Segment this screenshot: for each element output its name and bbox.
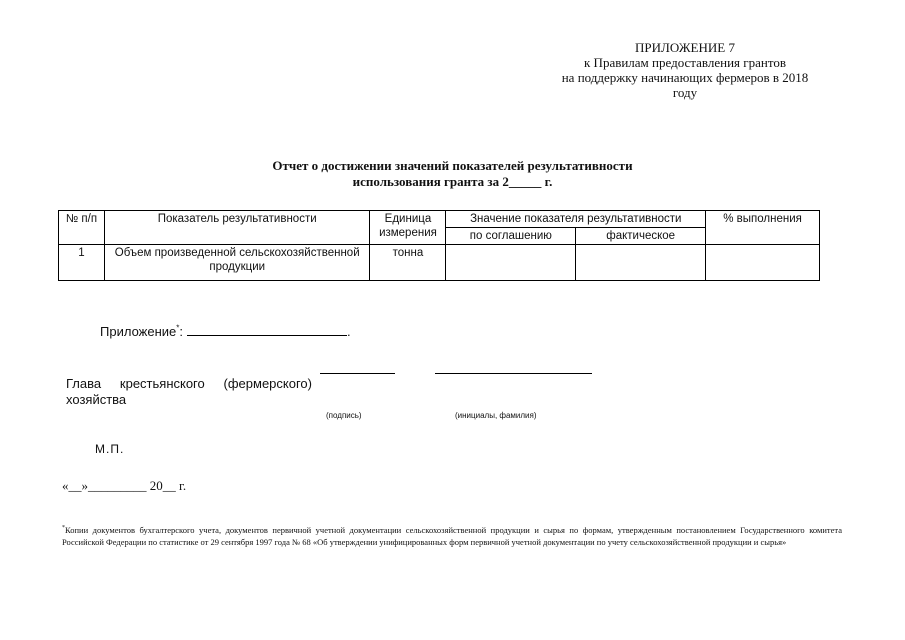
footnote-mark: * (62, 525, 65, 531)
cell-indicator: Объем произведенной сельскохозяйственной продукции (104, 245, 370, 281)
report-title-line: использования гранта за 2_____ г. (352, 174, 553, 189)
header-value: Значение показателя результативности (446, 211, 706, 228)
cell-unit: тонна (370, 245, 446, 281)
appendix-block (520, 40, 850, 100)
name-caption: (инициалы, фамилия) (455, 411, 537, 420)
header-num: № п/п (59, 211, 105, 245)
table-row (59, 245, 820, 281)
attachment-line: Приложение*: . (100, 323, 351, 339)
cell-actual[interactable] (576, 245, 706, 281)
name-blank[interactable] (435, 373, 592, 374)
report-title (200, 158, 705, 190)
header-unit: Единица измерения (370, 211, 446, 245)
appendix-number: ПРИЛОЖЕНИЕ 7 (635, 40, 735, 55)
header-indicator: Показатель результативности (104, 211, 370, 245)
header-agreement: по соглашению (446, 228, 576, 245)
signature-blank[interactable] (320, 373, 395, 374)
cell-percent[interactable] (706, 245, 820, 281)
head-of-farm-label: Глава крестьянского (фермерского) хозяйства (66, 376, 312, 407)
signature-caption: (подпись) (326, 411, 362, 420)
attachment-footnote-mark: * (176, 323, 180, 333)
attachment-blank[interactable] (187, 323, 347, 336)
header-actual: фактическое (576, 228, 706, 245)
indicators-table (58, 210, 820, 281)
stamp-place: М.П. (95, 442, 125, 456)
appendix-line: году (672, 85, 698, 100)
attachment-suffix: . (347, 324, 351, 339)
attachment-label: Приложение (100, 324, 177, 339)
appendix-line: к Правилам предоставления грантов (583, 55, 786, 70)
cell-agreement[interactable] (446, 245, 576, 281)
header-percent: % выполнения (706, 211, 820, 245)
appendix-line: на поддержку начинающих фермеров в 2018 (561, 70, 809, 85)
table-header-row (59, 211, 820, 228)
report-title-line: Отчет о достижении значений показателей результативности (272, 158, 633, 173)
footnote-text: Копии документов бухгалтерского учета, документов первичной учетной документации сельскохозяйственной продукции и сырья по формам, утвержденным постановлением Государственного комитета Российской Федерации по статистике от 29 сентября 1997 года № 68 «Об утверждении унифицированных форм первичной учетной документации по учету сельскохозяйственной продукции и сырья» (62, 524, 842, 547)
date-line[interactable]: «__»_________ 20__ г. (62, 478, 187, 493)
footnote (62, 522, 842, 548)
cell-num: 1 (59, 245, 105, 281)
